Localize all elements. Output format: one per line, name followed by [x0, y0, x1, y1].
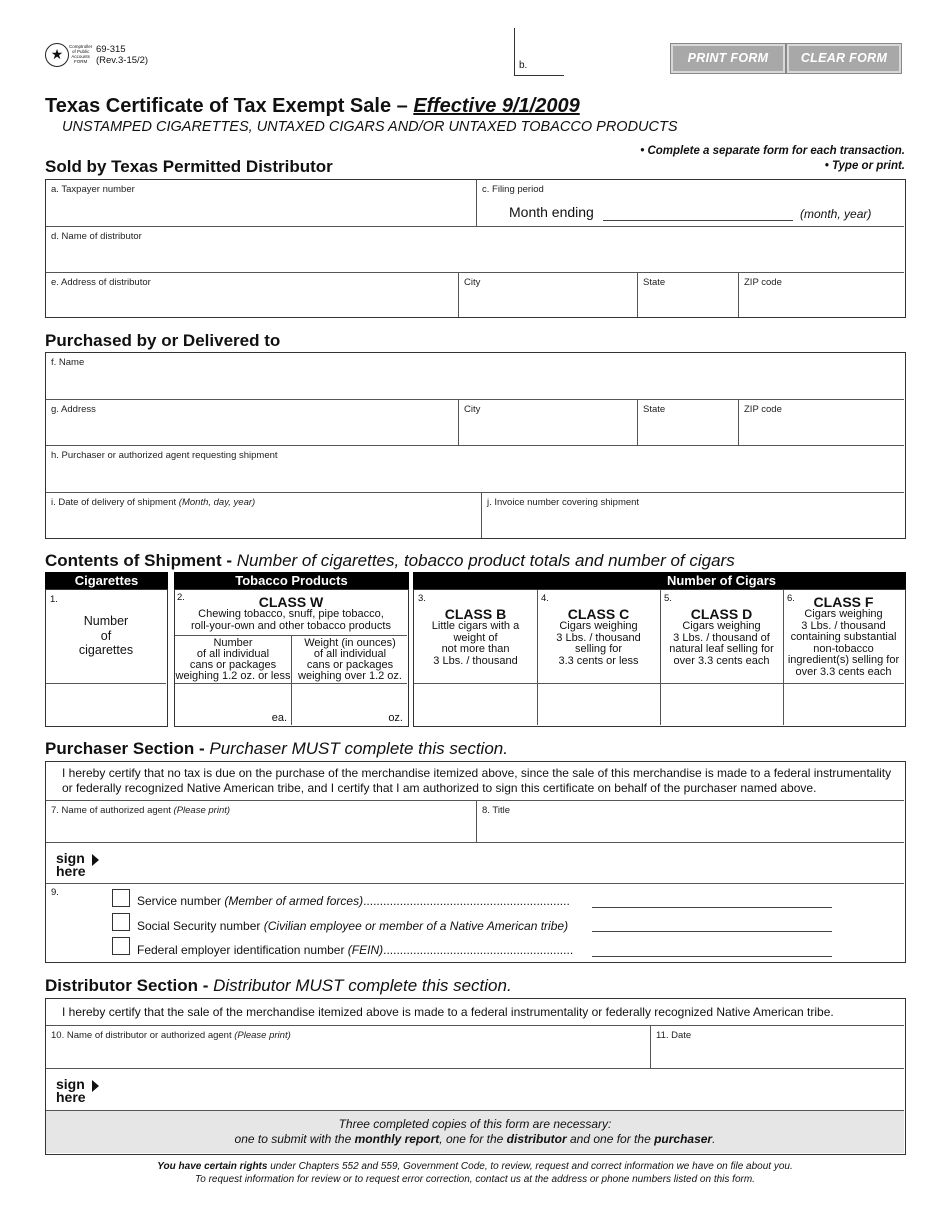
- sign-here-label: sign here: [56, 1076, 86, 1105]
- month-year-hint: (month, year): [800, 207, 872, 221]
- distributor-state-field[interactable]: State: [643, 277, 666, 288]
- service-number-checkbox[interactable]: [112, 889, 130, 907]
- form-number: 69-315: [96, 44, 126, 55]
- class-c-input[interactable]: [538, 684, 660, 725]
- class-w-label: CLASS W: [258, 594, 324, 610]
- purchased-by-box: [45, 352, 906, 539]
- authorized-agent-name-field[interactable]: 7. Name of authorized agent (Please print): [51, 805, 231, 816]
- distributor-name-field[interactable]: d. Name of distributor: [51, 231, 142, 242]
- contents-heading: Contents of Shipment - Number of cigarettes, tobacco product totals and number of cigars: [45, 551, 735, 570]
- sign-here-label: sign here: [56, 850, 86, 879]
- sign-arrow-icon: [92, 1080, 99, 1092]
- class-b-input[interactable]: [414, 684, 537, 725]
- purchaser-state-field[interactable]: State: [643, 404, 666, 415]
- instruction-type-print: • Type or print.: [824, 160, 905, 172]
- fein-input[interactable]: [592, 956, 832, 957]
- footer-rights: You have certain rights under Chapters 552 and 559, Government Code, to review, request and correct information we have on file about you. To request information for review or to request error correction, contact us at the address or phone numbers listed on this form.: [157, 1161, 793, 1185]
- distributor-certification: I hereby certify that the sale of the merchandise itemized above is made to a federal instrumentality or federally recognized Native American tribe.: [62, 1005, 834, 1019]
- tobacco-weight-input[interactable]: oz.: [388, 712, 403, 724]
- cigars-header: Number of Cigars: [537, 572, 906, 589]
- month-ending-label: Month ending: [509, 204, 594, 220]
- distributor-heading: Distributor Section - Distributor MUST complete this section.: [45, 976, 512, 995]
- distributor-zip-field[interactable]: ZIP code: [744, 277, 782, 288]
- instruction-separate-form: • Complete a separate form for each transaction.: [640, 145, 905, 157]
- purchaser-zip-field[interactable]: ZIP code: [744, 404, 782, 415]
- class-b-label: CLASS B: [444, 606, 507, 622]
- ssn-input[interactable]: [592, 931, 832, 932]
- purchaser-city-field[interactable]: City: [464, 404, 481, 415]
- tobacco-header: Tobacco Products: [174, 572, 409, 589]
- purchaser-heading: Purchaser Section - Purchaser MUST complete this section.: [45, 739, 508, 758]
- tobacco-count-input[interactable]: ea.: [271, 712, 287, 724]
- print-form-button[interactable]: PRINT FORM: [671, 44, 785, 73]
- ssn-label: Social Security number (Civilian employee or member of a Native American tribe): [137, 919, 569, 933]
- clear-form-button[interactable]: CLEAR FORM: [787, 44, 901, 73]
- purchaser-certification: I hereby certify that no tax is due on the purchase of the merchandise itemized above, since the sale of this merchandise is made to a federal instrumentality or federally recognized Native American tribe, and I certify that I am authorized to sign this certificate on behalf of the purchaser named above.: [62, 766, 892, 795]
- tobacco-column: 2. CLASS W Chewing tobacco, snuff, pipe tobacco, roll-your-own and other tobacco products Number of all individual cans or packages weighing 1.2 oz. or less Weight (in ounces) of all individual cans or packages weighing over 1.2 oz. ea. oz.: [174, 589, 409, 727]
- service-number-label: Service number (Member of armed forces)..............................................................: [137, 894, 570, 908]
- sold-by-box: [45, 179, 906, 318]
- purchased-by-heading: Purchased by or Delivered to: [45, 331, 281, 350]
- purchaser-box: I hereby certify that no tax is due on the purchase of the merchandise itemized above, since the sale of this merchandise is made to a federal instrumentality or federally recognized Native American tribe, and I certify that I am authorized to sign this certificate on behalf of the purchaser named above. 7. Name of authorized agent (Please print) 8. Title sign here 9. Service number (Member of armed forces).............................................................. Social Security number (Civilian employee or member of a Native American tribe) Federal employer identification number (FEIN).........................................................: [45, 761, 906, 963]
- purchaser-name-field[interactable]: f. Name: [51, 357, 85, 368]
- cigarettes-count-input[interactable]: [46, 684, 166, 725]
- requesting-agent-field[interactable]: h. Purchaser or authorized agent requesting shipment: [51, 450, 278, 461]
- copies-note: Three completed copies of this form are necessary: one to submit with the monthly report, one for the distributor and one for the purchaser.: [46, 1111, 904, 1153]
- filing-period-field[interactable]: c. Filing period Month ending (month, year): [482, 184, 872, 221]
- agent-title-field[interactable]: 8. Title: [482, 805, 510, 816]
- invoice-number-field[interactable]: j. Invoice number covering shipment: [487, 497, 640, 508]
- sold-by-heading: Sold by Texas Permitted Distributor: [45, 157, 333, 176]
- cigarettes-column: 1. Number of cigarettes: [45, 589, 168, 727]
- service-number-input[interactable]: [592, 907, 832, 908]
- class-c-label: CLASS C: [567, 606, 630, 622]
- class-d-input[interactable]: [661, 684, 783, 725]
- form-revision: (Rev.3-15/2): [96, 55, 149, 66]
- field-b-label: b.: [519, 60, 528, 71]
- cigars-header-left: [413, 572, 537, 589]
- divider: [46, 883, 904, 884]
- cigars-columns: 3. CLASS B Little cigars with a weight of not more than 3 Lbs. / thousand 4. CLASS C Cigars weighing 3 Lbs. / thousand selling for 3.3 cents or less 5. CLASS D Cigars weighing 3 Lbs. / thousand of natural leaf selling for over 3.3 cents each 6. CLASS F Cigars weighing 3 Lbs. / thousand containing substantial non-tobacco ingredient(s) selling for over 3.3 cents each: [413, 589, 906, 727]
- class-f-input[interactable]: [784, 684, 904, 725]
- distributor-agent-name-field[interactable]: 10. Name of distributor or authorized agent (Please print): [51, 1030, 291, 1041]
- month-ending-line: [603, 220, 793, 221]
- delivery-date-field[interactable]: i. Date of delivery of shipment (Month, day, year): [51, 497, 256, 508]
- agency-name: Comptroller of Public Accounts FORM: [69, 44, 93, 64]
- field-b[interactable]: [514, 28, 564, 76]
- cigarettes-header: Cigarettes: [45, 572, 168, 589]
- effective-date: Effective 9/1/2009: [413, 95, 580, 117]
- form-title: Texas Certificate of Tax Exempt Sale – Effective 9/1/2009: [45, 95, 580, 117]
- date-field[interactable]: 11. Date: [656, 1030, 692, 1041]
- purchaser-address-field[interactable]: g. Address: [51, 404, 96, 415]
- distributor-signature-field[interactable]: [46, 1069, 904, 1110]
- distributor-city-field[interactable]: City: [464, 277, 481, 288]
- sign-arrow-icon: [92, 854, 99, 866]
- form-subtitle: UNSTAMPED CIGARETTES, UNTAXED CIGARS AND/OR UNTAXED TOBACCO PRODUCTS: [62, 119, 678, 135]
- agency-seal: ★: [45, 43, 69, 67]
- ssn-checkbox[interactable]: [112, 913, 130, 931]
- taxpayer-number-field[interactable]: a. Taxpayer number: [51, 184, 135, 195]
- fein-label: Federal employer identification number (FEIN).........................................................: [137, 943, 574, 957]
- fein-checkbox[interactable]: [112, 937, 130, 955]
- purchaser-signature-field[interactable]: [46, 843, 904, 883]
- class-f-label: CLASS F: [813, 594, 874, 610]
- class-d-label: CLASS D: [690, 606, 753, 622]
- distributor-box: [45, 998, 906, 1155]
- distributor-address-field[interactable]: e. Address of distributor: [51, 277, 151, 288]
